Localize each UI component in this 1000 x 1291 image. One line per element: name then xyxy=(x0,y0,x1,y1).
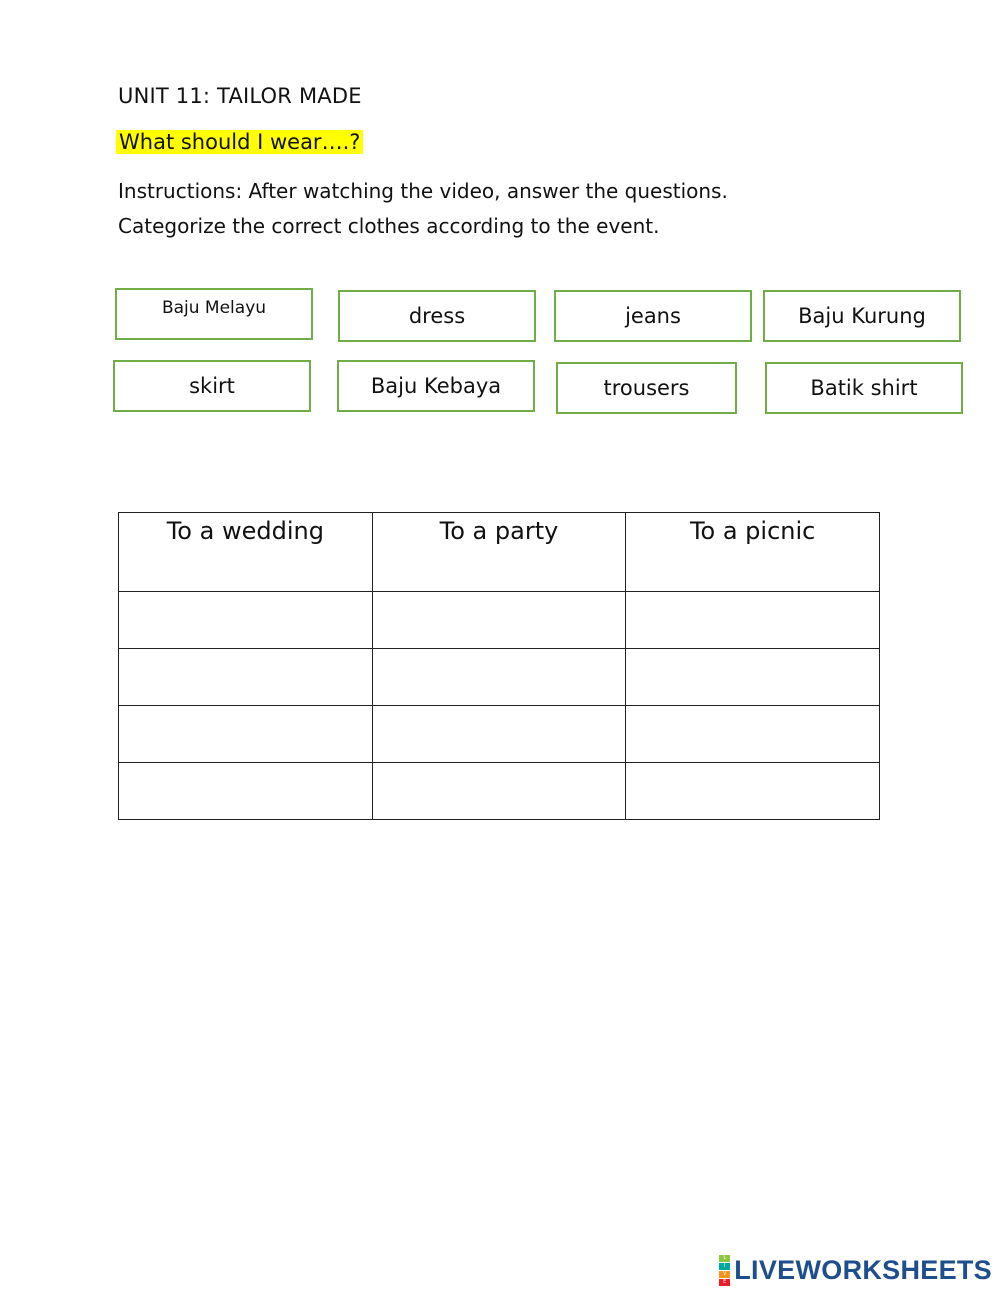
drag-card-baju-kebaya[interactable]: Baju Kebaya xyxy=(337,360,535,412)
instructions-line-2: Categorize the correct clothes according to the event. xyxy=(118,214,660,238)
drag-card-skirt[interactable]: skirt xyxy=(113,360,311,412)
drag-card-baju-kurung[interactable]: Baju Kurung xyxy=(763,290,961,342)
drop-zone-wedding[interactable] xyxy=(119,649,373,706)
drop-zone-party[interactable] xyxy=(372,763,626,820)
table-row xyxy=(119,763,880,820)
drag-card-batik-shirt[interactable]: Batik shirt xyxy=(765,362,963,414)
drop-zone-party[interactable] xyxy=(372,706,626,763)
category-table xyxy=(118,512,880,820)
drag-card-jeans[interactable]: jeans xyxy=(554,290,752,342)
header-picnic: To a picnic xyxy=(626,513,880,592)
drop-zone-party[interactable] xyxy=(372,592,626,649)
logo-block-e: E xyxy=(719,1279,730,1286)
drop-zone-wedding[interactable] xyxy=(119,763,373,820)
drop-zone-wedding[interactable] xyxy=(119,592,373,649)
instructions-line-1: Instructions: After watching the video, answer the questions. xyxy=(118,179,728,203)
table-row xyxy=(119,649,880,706)
header-wedding: To a wedding xyxy=(119,513,373,592)
liveworksheets-logo-icon xyxy=(719,1255,730,1286)
subtitle-highlighted: What should I wear….? xyxy=(116,130,363,154)
logo-block-i: I xyxy=(719,1263,730,1270)
brand-wordmark: LIVEWORKSHEETS xyxy=(734,1255,992,1285)
liveworksheets-brand xyxy=(719,1255,992,1286)
drag-card-trousers[interactable]: trousers xyxy=(556,362,737,414)
logo-block-v: V xyxy=(719,1271,730,1278)
drop-zone-picnic[interactable] xyxy=(626,649,880,706)
drag-card-baju-melayu[interactable]: Baju Melayu xyxy=(115,288,313,340)
drop-zone-picnic[interactable] xyxy=(626,592,880,649)
drag-card-dress[interactable]: dress xyxy=(338,290,536,342)
drop-zone-picnic[interactable] xyxy=(626,763,880,820)
drop-zone-picnic[interactable] xyxy=(626,706,880,763)
table-row xyxy=(119,592,880,649)
logo-block-l: L xyxy=(719,1255,730,1262)
table-header-row xyxy=(119,513,880,592)
header-party: To a party xyxy=(372,513,626,592)
page-title: UNIT 11: TAILOR MADE xyxy=(118,84,362,108)
table-row xyxy=(119,706,880,763)
drop-zone-party[interactable] xyxy=(372,649,626,706)
drop-zone-wedding[interactable] xyxy=(119,706,373,763)
